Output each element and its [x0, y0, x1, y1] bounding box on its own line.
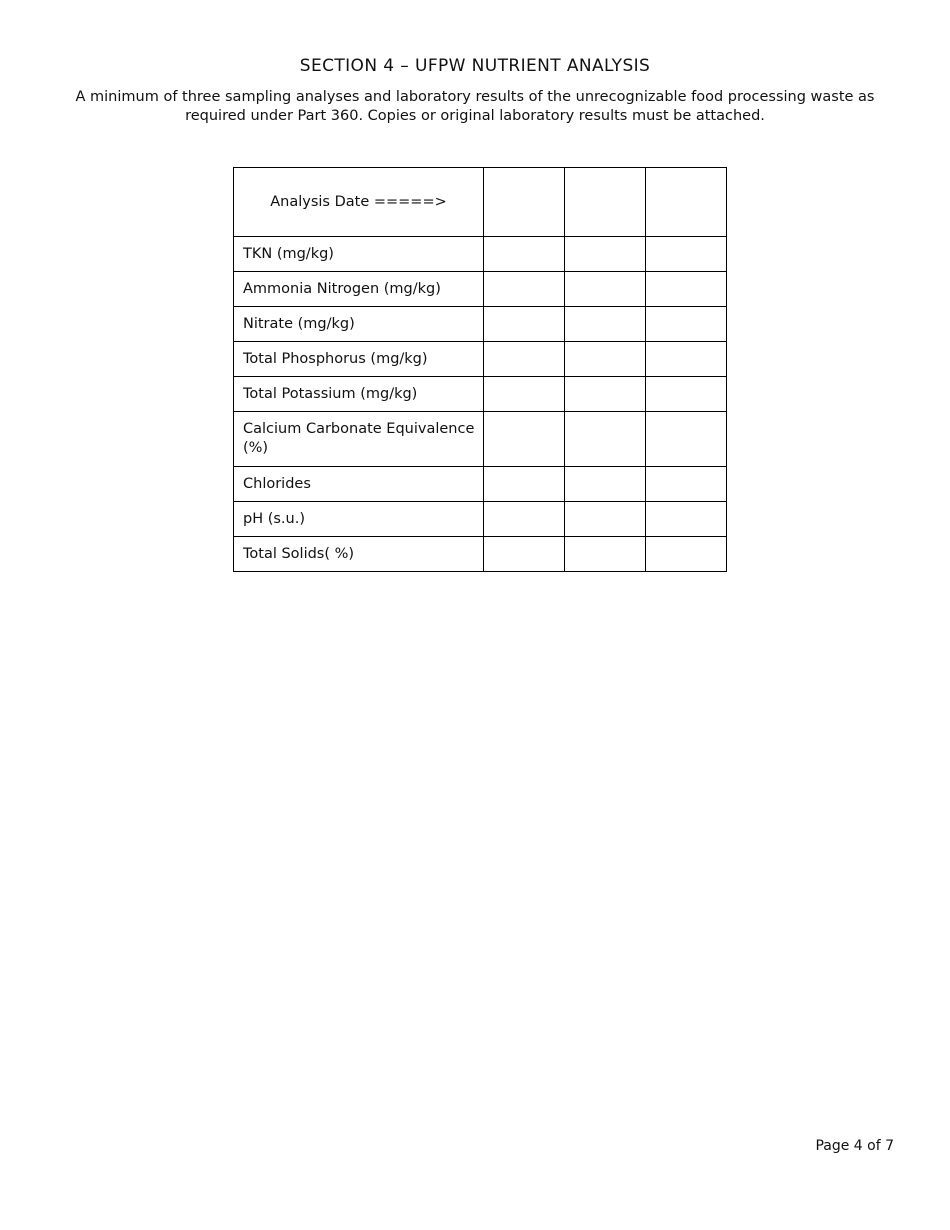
table-row [234, 412, 727, 467]
analysis-date-cell-1[interactable] [484, 168, 565, 237]
total-phosphorus-value-2[interactable] [565, 342, 646, 377]
table-row [234, 307, 727, 342]
page-number: Page 4 of 7 [815, 1138, 894, 1154]
table-row [234, 377, 727, 412]
total-potassium-value-2[interactable] [565, 377, 646, 412]
nitrate-value-3[interactable] [646, 307, 727, 342]
analysis-date-label: Analysis Date =====> [234, 168, 484, 237]
row-label-chlorides: Chlorides [234, 467, 484, 502]
tkn-value-2[interactable] [565, 237, 646, 272]
total-solids-value-1[interactable] [484, 537, 565, 572]
table-row [234, 537, 727, 572]
chlorides-value-3[interactable] [646, 467, 727, 502]
section-title: SECTION 4 – UFPW NUTRIENT ANALYSIS [299, 56, 651, 76]
nutrient-analysis-table [233, 167, 727, 572]
ph-value-1[interactable] [484, 502, 565, 537]
row-label-total-potassium: Total Potassium (mg/kg) [234, 377, 484, 412]
table-row [234, 467, 727, 502]
row-label-tkn: TKN (mg/kg) [234, 237, 484, 272]
chlorides-value-2[interactable] [565, 467, 646, 502]
table-row [234, 502, 727, 537]
row-label-total-phosphorus: Total Phosphorus (mg/kg) [234, 342, 484, 377]
analysis-date-cell-3[interactable] [646, 168, 727, 237]
chlorides-value-1[interactable] [484, 467, 565, 502]
calcium-carbonate-value-2[interactable] [565, 412, 646, 467]
ammonia-nitrogen-value-2[interactable] [565, 272, 646, 307]
ammonia-nitrogen-value-1[interactable] [484, 272, 565, 307]
row-label-nitrate: Nitrate (mg/kg) [234, 307, 484, 342]
analysis-date-cell-2[interactable] [565, 168, 646, 237]
calcium-carbonate-value-1[interactable] [484, 412, 565, 467]
nitrate-value-1[interactable] [484, 307, 565, 342]
row-label-calcium-carbonate-equivalence: Calcium Carbonate Equivalence (%) [234, 412, 484, 467]
total-solids-value-3[interactable] [646, 537, 727, 572]
ph-value-2[interactable] [565, 502, 646, 537]
total-potassium-value-1[interactable] [484, 377, 565, 412]
total-solids-value-2[interactable] [565, 537, 646, 572]
ammonia-nitrogen-value-3[interactable] [646, 272, 727, 307]
calcium-carbonate-value-3[interactable] [646, 412, 727, 467]
tkn-value-3[interactable] [646, 237, 727, 272]
nitrate-value-2[interactable] [565, 307, 646, 342]
table-row [234, 342, 727, 377]
section-instructions: A minimum of three sampling analyses and laboratory results of the unrecognizable food processing waste as required under Part 360. Copies or original laboratory results must be attached. [75, 89, 875, 124]
header-row [234, 168, 727, 237]
table-row [234, 272, 727, 307]
table-row [234, 237, 727, 272]
row-label-ammonia-nitrogen: Ammonia Nitrogen (mg/kg) [234, 272, 484, 307]
ph-value-3[interactable] [646, 502, 727, 537]
total-phosphorus-value-3[interactable] [646, 342, 727, 377]
row-label-total-solids: Total Solids( %) [234, 537, 484, 572]
total-potassium-value-3[interactable] [646, 377, 727, 412]
tkn-value-1[interactable] [484, 237, 565, 272]
row-label-ph: pH (s.u.) [234, 502, 484, 537]
total-phosphorus-value-1[interactable] [484, 342, 565, 377]
